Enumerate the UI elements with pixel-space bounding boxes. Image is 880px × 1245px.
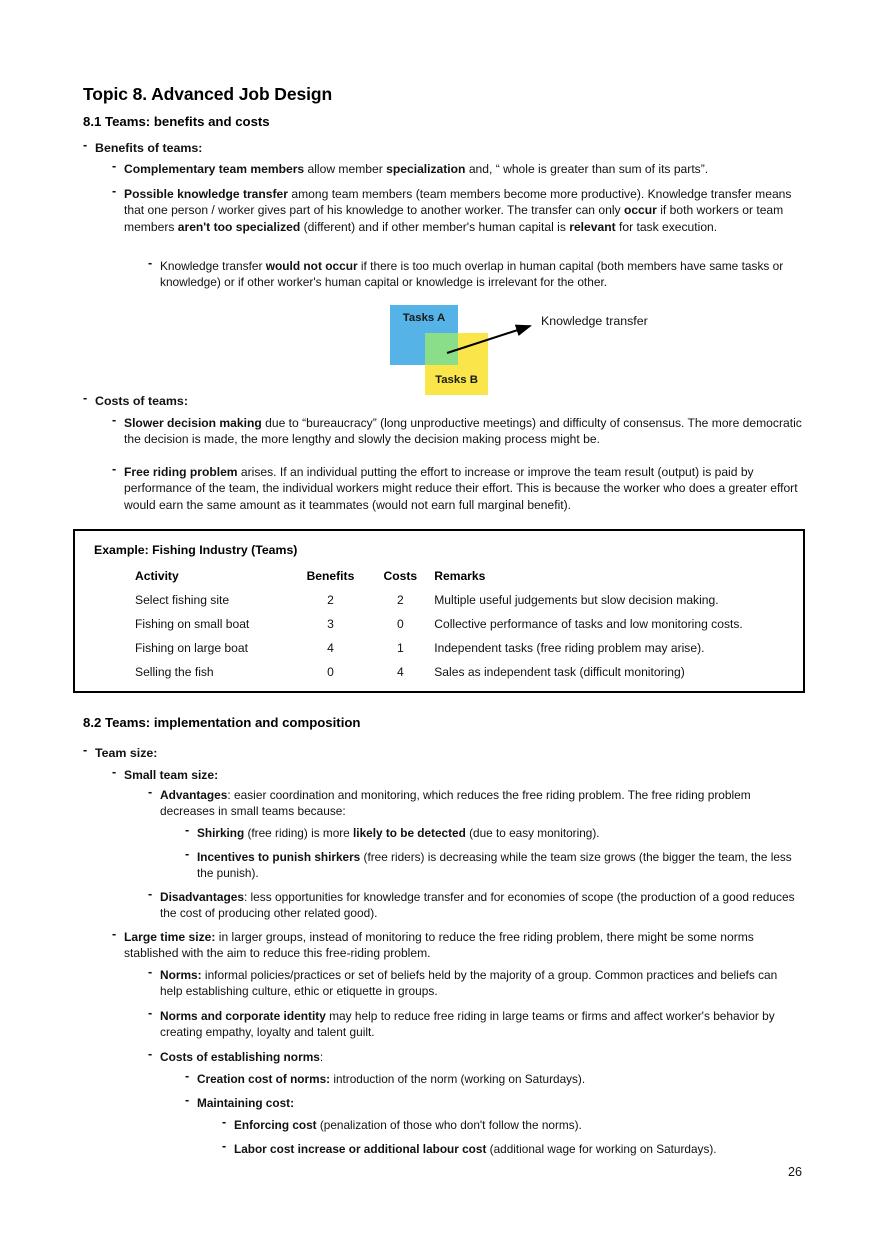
bullet-dash-icon: - (112, 765, 117, 779)
page-number: 26 (787, 1165, 802, 1179)
bullet-label: Small team size: (124, 768, 219, 782)
cell-benefits: 3 (327, 617, 334, 631)
bullet-small-team-size (112, 767, 804, 783)
bullet-text: Norms: informal policies/practices or set of beliefs held by the majority of a group. Common practices and beliefs can help establishing culture, ethic or etiquette in groups. (160, 968, 778, 999)
cell-costs: 2 (396, 593, 404, 607)
bullet-dash-icon: - (185, 847, 190, 861)
bullet-dash-icon: - (148, 256, 153, 270)
section-heading-8-1: 8.1 Teams: benefits and costs (83, 114, 270, 129)
bullet-label: Team size: (95, 746, 158, 760)
bullet-dash-icon: - (83, 743, 88, 757)
bullet-dash-icon: - (112, 927, 117, 941)
table-row (135, 641, 803, 665)
bullet-text: Enforcing cost (penalization of those who don't follow the norms). (234, 1118, 582, 1132)
bullet-dash-icon: - (185, 1069, 190, 1083)
table-row (135, 617, 803, 641)
bullet-text: Slower decision making due to “bureaucracy” (long unproductive meetings) and difficulty of consensus. The more democratic the decision is made, the more lengthy and slowly the decision making process might be. (124, 416, 802, 447)
bullet-dash-icon: - (148, 887, 153, 901)
cell-activity: Select fishing site (135, 593, 230, 607)
bullet-text: Creation cost of norms: introduction of the norm (working on Saturdays). (197, 1072, 586, 1086)
column-header-costs: Costs (383, 569, 418, 583)
tasks-a-label: Tasks A (402, 312, 446, 324)
bullet-dash-icon: - (148, 1047, 153, 1061)
bullet-possible-knowledge-transfer (112, 186, 804, 235)
cell-costs: 0 (396, 617, 404, 631)
bullet-costs-of-establishing-norms (148, 1049, 803, 1065)
cell-costs: 4 (396, 665, 404, 679)
cell-benefits: 0 (327, 665, 334, 679)
cell-activity: Fishing on small boat (135, 617, 250, 631)
bullet-text: Costs of establishing norms: (160, 1050, 324, 1064)
table-row (135, 593, 803, 617)
cell-remarks: Multiple useful judgements but slow decision making. (434, 593, 719, 607)
page-title: Topic 8. Advanced Job Design (83, 84, 333, 104)
bullet-norms-corporate-identity (148, 1008, 803, 1040)
bullet-advantages (148, 787, 803, 819)
bullet-large-time-size (112, 929, 804, 962)
bullet-dash-icon: - (83, 138, 88, 152)
bullet-free-riding-problem (112, 464, 804, 513)
bullet-text: Advantages: easier coordination and monitoring, which reduces the free riding problem. The free riding problem decreases in small teams because: (160, 788, 751, 819)
bullet-text: Norms and corporate identity may help to reduce free riding in large teams or firms and affect worker's behavior by creating empathy, loyalty and talent guilt. (160, 1009, 775, 1040)
bullet-norms (148, 967, 803, 999)
column-header-remarks: Remarks (434, 569, 486, 583)
bullet-text: Possible knowledge transfer among team members (team members become more productive). Knowledge transfer means that one person / worker gives part of his knowledge to another worker. The transfer can only occur if both workers or team members aren't too specialized (different) and if other member's human capital is relevant for task execution. (124, 187, 792, 234)
bullet-shirking (185, 825, 803, 841)
column-header-benefits: Benefits (306, 569, 355, 583)
bullet-enforcing-cost (222, 1117, 804, 1133)
bullet-disadvantages (148, 889, 803, 921)
bullet-maintaining-cost (185, 1095, 803, 1111)
bullet-dash-icon: - (148, 965, 153, 979)
bullet-slower-decision-making (112, 415, 804, 448)
cell-remarks: Independent tasks (free riding problem may arise). (434, 641, 705, 655)
cell-benefits: 4 (327, 641, 334, 655)
bullet-dash-icon: - (185, 823, 190, 837)
cell-remarks: Collective performance of tasks and low monitoring costs. (434, 617, 743, 631)
bullet-text: Incentives to punish shirkers (free riders) is decreasing while the team size grows (the bigger the team, the less the punish). (197, 850, 792, 881)
bullet-creation-cost-of-norms (185, 1071, 803, 1087)
table-header-row (135, 569, 803, 593)
bullet-text: Disadvantages: less opportunities for knowledge transfer and for economies of scope (the production of a good reduces the cost of producing other related good). (160, 890, 795, 921)
bullet-dash-icon: - (112, 159, 117, 173)
example-fishing-industry-box (73, 529, 805, 693)
fishing-industry-table (135, 569, 803, 689)
bullet-dash-icon: - (148, 1006, 153, 1020)
bullet-labor-cost-increase (222, 1141, 804, 1157)
bullet-label: Costs of teams: (95, 394, 188, 408)
cell-activity: Fishing on large boat (135, 641, 248, 655)
bullet-dash-icon: - (83, 391, 88, 405)
knowledge-transfer-label: Knowledge transfer (541, 314, 648, 328)
bullet-incentives-to-punish-shirkers (185, 849, 803, 881)
cell-activity: Selling the fish (135, 665, 214, 679)
bullet-text: Complementary team members allow member specialization and, “ whole is greater than sum of its parts”. (124, 162, 709, 176)
cell-remarks: Sales as independent task (difficult monitoring) (434, 665, 685, 679)
knowledge-transfer-arrow-icon (440, 315, 550, 365)
cell-costs: 1 (396, 641, 404, 655)
tasks-b-label: Tasks B (435, 374, 478, 386)
bullet-dash-icon: - (148, 785, 153, 799)
example-box-title: Example: Fishing Industry (Teams) (94, 543, 298, 557)
bullet-benefits-of-teams (83, 140, 783, 156)
bullet-costs-of-teams (83, 393, 783, 409)
cell-benefits: 2 (327, 593, 334, 607)
bullet-text: Labor cost increase or additional labour cost (additional wage for working on Saturdays). (234, 1142, 717, 1156)
bullet-text: Maintaining cost: (197, 1096, 294, 1110)
table-body (135, 593, 803, 689)
section-heading-8-2: 8.2 Teams: implementation and composition (83, 715, 361, 730)
bullet-knowledge-transfer-would-not-occur (148, 258, 803, 290)
bullet-dash-icon: - (112, 184, 117, 198)
bullet-dash-icon: - (222, 1139, 227, 1153)
bullet-text: Shirking (free riding) is more likely to be detected (due to easy monitoring). (197, 826, 600, 840)
bullet-label: Benefits of teams: (95, 141, 203, 155)
bullet-dash-icon: - (222, 1115, 227, 1129)
bullet-dash-icon: - (112, 413, 117, 427)
bullet-complementary-team-members (112, 161, 804, 177)
bullet-text: Knowledge transfer would not occur if there is too much overlap in human capital (both members have same tasks or knowledge) or if other worker's human capital or knowledge is irrelevant for the other. (160, 259, 784, 290)
bullet-text: Free riding problem arises. If an individual putting the effort to increase or improve the team result (output) is paid by performance of the team, the individual workers might reduce their effort. This is because the worker who does a greater effort would earn the same amount as it teammates (would not earn full marginal benefit). (124, 465, 798, 512)
column-header-activity: Activity (135, 569, 179, 583)
bullet-dash-icon: - (112, 462, 117, 476)
bullet-dash-icon: - (185, 1093, 190, 1107)
table-row (135, 665, 803, 689)
bullet-text: Large time size: in larger groups, instead of monitoring to reduce the free riding problem, there might be some norms stablished with the aim to reduce this free-riding problem. (124, 930, 754, 961)
bullet-team-size (83, 745, 783, 761)
